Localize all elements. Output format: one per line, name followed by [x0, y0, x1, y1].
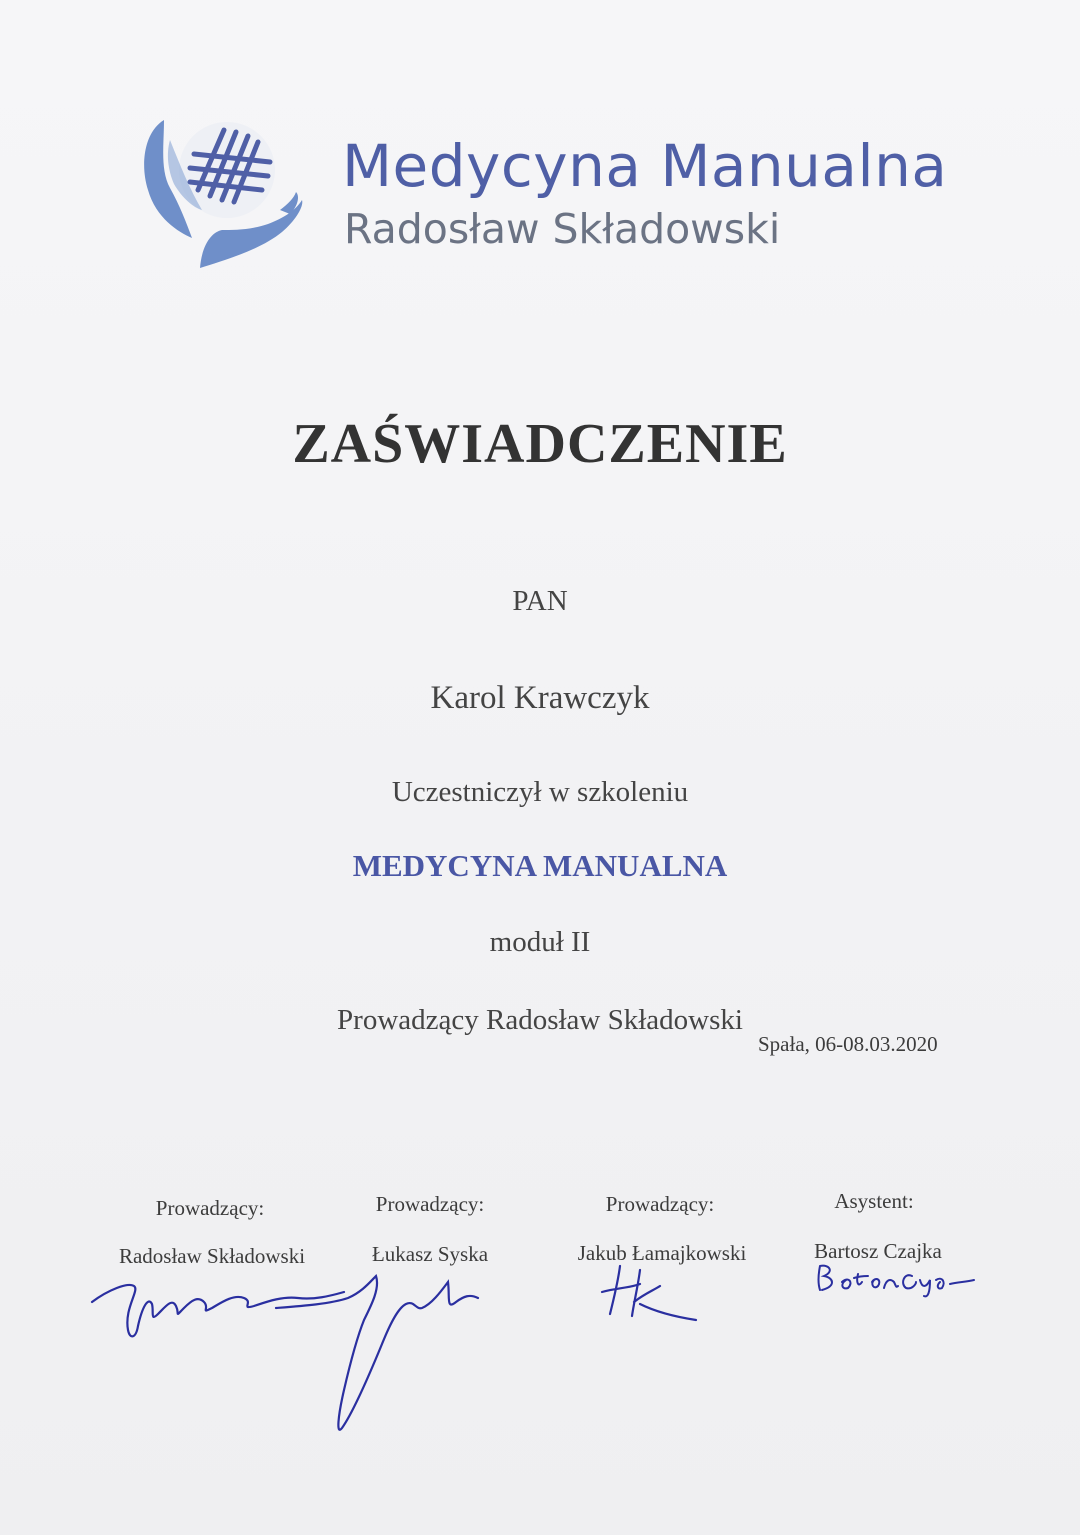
- signer-4-role: Asystent:: [834, 1189, 914, 1213]
- signer-3-name: Jakub Łamajkowski: [577, 1241, 747, 1265]
- place-date: Spała, 06-08.03.2020: [758, 1032, 938, 1056]
- course-name: MEDYCYNA MANUALNA: [352, 848, 728, 883]
- signer-2-name: Łukasz Syska: [371, 1242, 489, 1266]
- module-text: moduł II: [489, 926, 591, 958]
- signature-3-icon: [600, 1262, 720, 1332]
- caring-hands-logo-icon: [130, 110, 310, 275]
- instructor-line: Prowadzący Radosław Składowski: [337, 1004, 743, 1036]
- salutation: PAN: [512, 585, 568, 617]
- signer-4-name: Bartosz Czajka: [814, 1239, 942, 1263]
- signer-3-role: Prowadzący:: [605, 1192, 715, 1216]
- brand-title: Medycyna Manualna: [342, 132, 948, 200]
- brand-subtitle: Radosław Składowski: [344, 205, 781, 253]
- signer-2-role: Prowadzący:: [375, 1192, 485, 1216]
- participation-text: Uczestniczył w szkoleniu: [391, 776, 689, 808]
- signer-1-name: Radosław Składowski: [118, 1244, 306, 1268]
- signature-2-icon: [272, 1268, 512, 1448]
- certificate-title: ZAŚWIADCZENIE: [292, 413, 788, 475]
- signature-4-icon: [812, 1258, 982, 1298]
- signer-1-role: Prowadzący:: [155, 1196, 265, 1220]
- recipient-name: Karol Krawczyk: [430, 680, 650, 716]
